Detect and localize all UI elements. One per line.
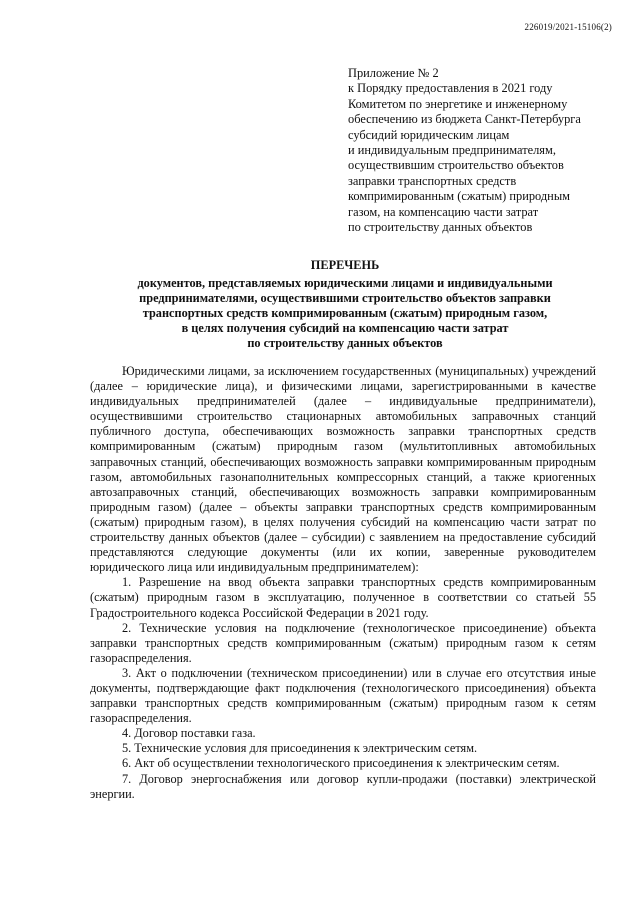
document-number: 226019/2021-15106(2) (524, 22, 612, 32)
subtitle-line: транспортных средств компримированным (сжатым) природным газом, (142, 306, 548, 321)
document-heading (90, 258, 600, 352)
subtitle-line: в целях получения субсидий на компенсацию части затрат (181, 321, 509, 336)
appendix-line: газом, на компенсацию части затрат (348, 204, 539, 219)
appendix-line: Комитетом по энергетике и инженерному (348, 96, 568, 111)
appendix-line: субсидий юридическим лицам (348, 127, 510, 142)
appendix-line: компримированным (сжатым) природным (348, 189, 570, 204)
appendix-line: и индивидуальным предпринимателям, (348, 143, 556, 158)
appendix-line: обеспечению из бюджета Санкт-Петербурга (348, 112, 581, 127)
appendix-line: по строительству данных объектов (348, 220, 533, 235)
list-item: 2. Технические условия на подключение (технологическое присоединение) объекта заправки транспортных средств компримированным (сжатым) природным газом к сетям газораспределения. (90, 620, 596, 665)
document-body (90, 364, 596, 802)
subtitle-line: документов, представляемых юридическими лицами и индивидуальными (137, 276, 553, 291)
appendix-line: Приложение № 2 (348, 66, 439, 80)
appendix-block (348, 66, 628, 235)
appendix-line: к Порядку предоставления в 2021 году (348, 81, 553, 96)
subtitle-line: по строительству данных объектов (247, 336, 443, 351)
appendix-line: заправки транспортных средств (348, 173, 517, 188)
list-item: 4. Договор поставки газа. (122, 726, 256, 741)
intro-paragraph: Юридическими лицами, за исключением государственных (муниципальных) учреждений (далее – юридические лица), и физическими лицами, зарегистрированными в качестве индивидуальных предпринимателей (далее – индивидуальные предприниматели), осуществившими строительство стационарных автомобильных заправочных станций публичного доступа, обеспечивающих возможность заправки транспортных средств компримированным (сжатым) природным газом (мультитопливных автомобильных заправочных станций, обеспечивающих возможность заправки компримированным природным газом, автомобильных газонаполнительных компрессорных станций, а также криогенных автозаправочных станций, обеспечивающих возможность заправки компримированным природным газом) (далее – объекты заправки транспортных средств компримированным (сжатым) природным газом), в целях получения субсидий на компенсацию части затрат по строительству данных объектов (далее – субсидии) с заявлением на предоставление субсидий представляются следующие документы (или их копии, заверенные руководителем юридического лица или индивидуальным предпринимателем): (90, 364, 596, 575)
list-item: 3. Акт о подключении (техническом присоединении) или в случае его отсутствия иные документы, подтверждающие факт подключения (технологического присоединения) объекта заправки транспортных средств компримированным (сжатым) природным газом к сетям газораспределения. (90, 665, 596, 726)
document-title: ПЕРЕЧЕНЬ (310, 258, 380, 272)
list-item: 6. Акт об осуществлении технологического присоединения к электрическим сетям. (122, 756, 560, 771)
subtitle-line: предпринимателями, осуществившими строительство объектов заправки (139, 291, 551, 306)
list-item: 7. Договор энергоснабжения или договор купли-продажи (поставки) электрической энергии. (90, 771, 596, 801)
appendix-line: осуществившим строительство объектов (348, 158, 564, 173)
list-item: 5. Технические условия для присоединения к электрическим сетям. (122, 741, 478, 756)
list-item: 1. Разрешение на ввод объекта заправки транспортных средств компримированным (сжатым) природным газом в эксплуатацию, полученное в соответствии со статьей 55 Градостроительного кодекса Российской Федерации в 2021 году. (90, 575, 596, 620)
